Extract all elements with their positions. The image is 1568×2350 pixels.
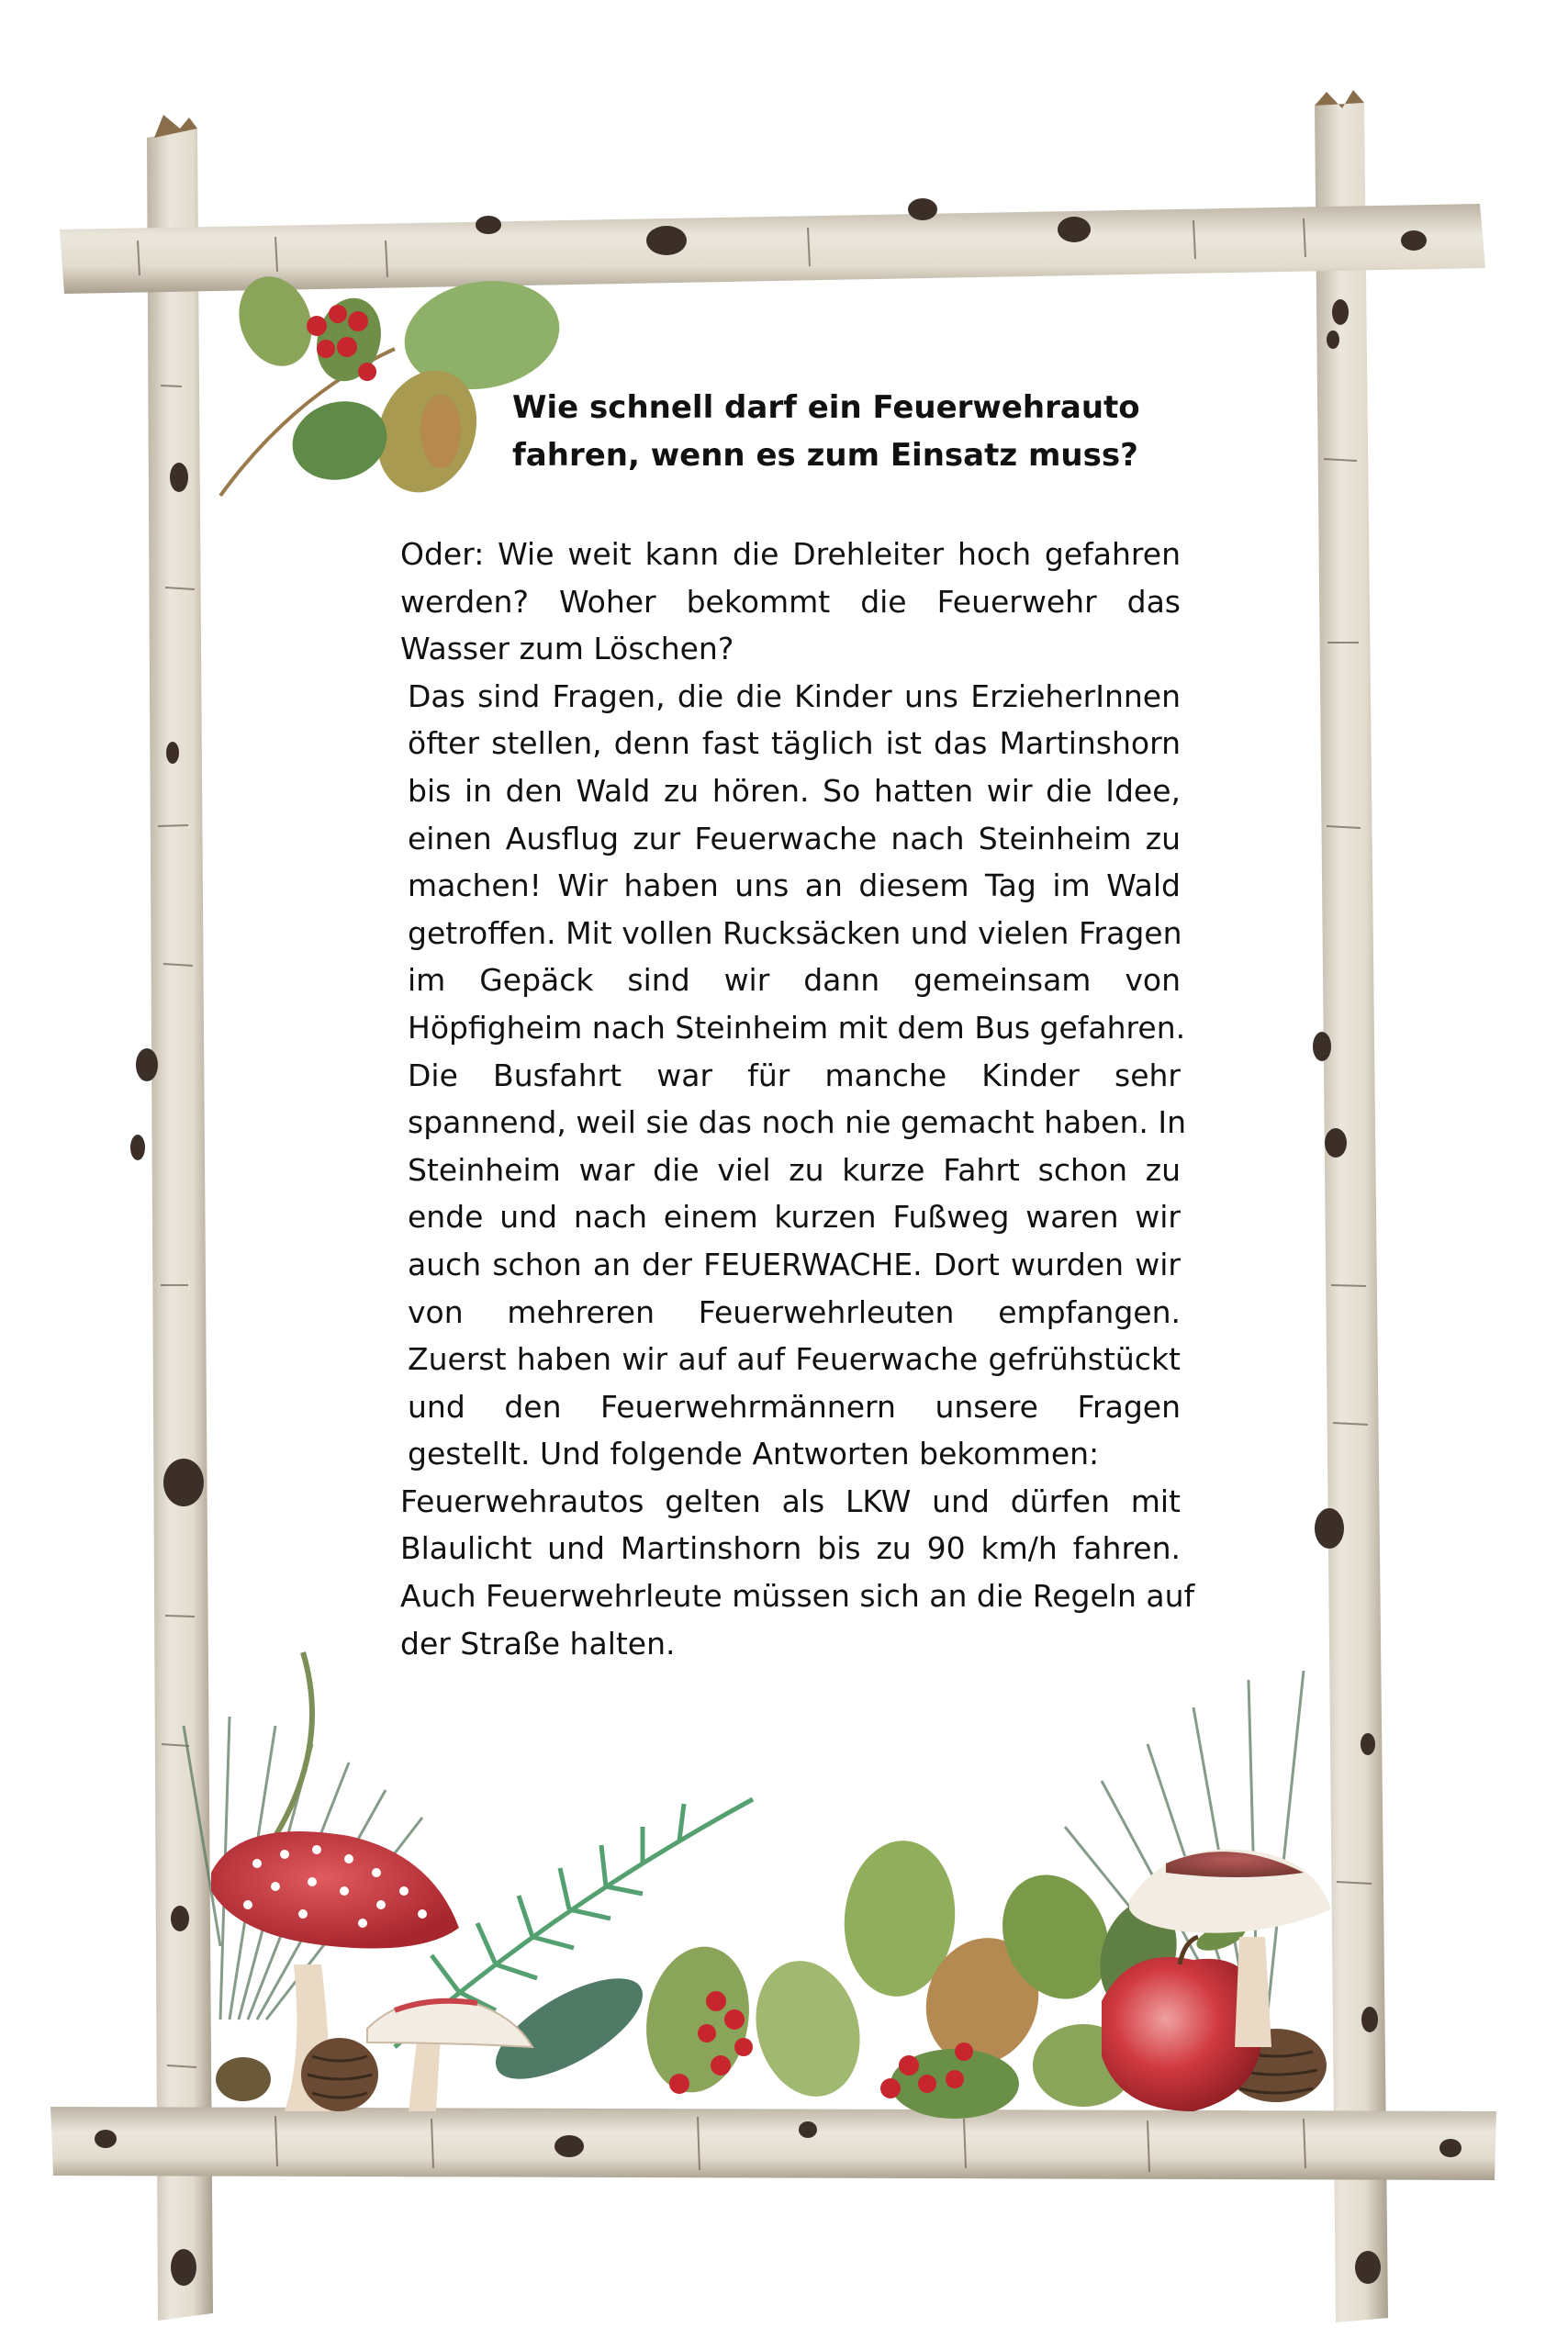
body-line: werden? Woher bekommt die Feuerwehr das xyxy=(400,583,1181,620)
body-line: bis in den Wald zu hören. So hatten wir die Idee, xyxy=(408,772,1181,809)
bottom-plants-illustration xyxy=(184,1652,1331,2119)
article-body xyxy=(400,531,1195,1667)
body-line: Auch Feuerwehrleute müssen sich an die Regeln auf xyxy=(400,1578,1195,1615)
body-line: Feuerwehrautos gelten als LKW und dürfen mit xyxy=(400,1483,1181,1519)
title-line-1: Wie schnell darf ein Feuerwehrauto xyxy=(512,389,1140,426)
body-line: im Gepäck sind wir dann gemeinsam von xyxy=(408,962,1181,999)
body-line: einen Ausflug zur Feuerwache nach Steinheim zu xyxy=(408,820,1181,856)
body-line: Zuerst haben wir auf auf Feuerwache gefrühstückt xyxy=(408,1341,1181,1378)
body-line: Die Busfahrt war für manche Kinder sehr xyxy=(408,1057,1181,1093)
body-line: von mehreren Feuerwehrleuten empfangen. xyxy=(408,1293,1181,1330)
body-line: der Straße halten. xyxy=(400,1625,676,1662)
body-line: spannend, weil sie das noch nie gemacht haben. In xyxy=(408,1104,1187,1141)
birch-branch-right xyxy=(1313,90,1388,2322)
title-line-2: fahren, wenn es zum Einsatz muss? xyxy=(512,437,1138,474)
body-line: machen! Wir haben uns an diesem Tag im Wald xyxy=(408,867,1181,904)
body-line: gestellt. Und folgende Antworten bekommen: xyxy=(408,1436,1100,1472)
body-line: Höpfigheim nach Steinheim mit dem Bus gefahren. xyxy=(408,1009,1186,1046)
body-line: Blaulicht und Martinshorn bis zu 90 km/h fahren. xyxy=(400,1530,1181,1567)
body-line: Steinheim war die viel zu kurze Fahrt schon zu xyxy=(408,1151,1181,1188)
body-line: getroffen. Mit vollen Rucksäcken und vielen Fragen xyxy=(408,914,1182,951)
birch-branch-bottom xyxy=(50,2107,1496,2180)
body-line: und den Feuerwehrmännern unsere Fragen xyxy=(408,1388,1181,1425)
body-line: Wasser zum Löschen? xyxy=(400,631,734,667)
article-title xyxy=(512,384,1173,479)
body-line: auch schon an der FEUERWACHE. Dort wurden wir xyxy=(408,1246,1181,1282)
body-line: öfter stellen, denn fast täglich ist das Martinshorn xyxy=(408,725,1181,762)
body-line: Das sind Fragen, die die Kinder uns ErzieherInnen xyxy=(408,677,1181,714)
body-line: ende und nach einem kurzen Fußweg waren wir xyxy=(408,1199,1181,1236)
birch-branch-left xyxy=(130,115,213,2321)
body-line: Oder: Wie weit kann die Drehleiter hoch gefahren xyxy=(400,536,1181,572)
